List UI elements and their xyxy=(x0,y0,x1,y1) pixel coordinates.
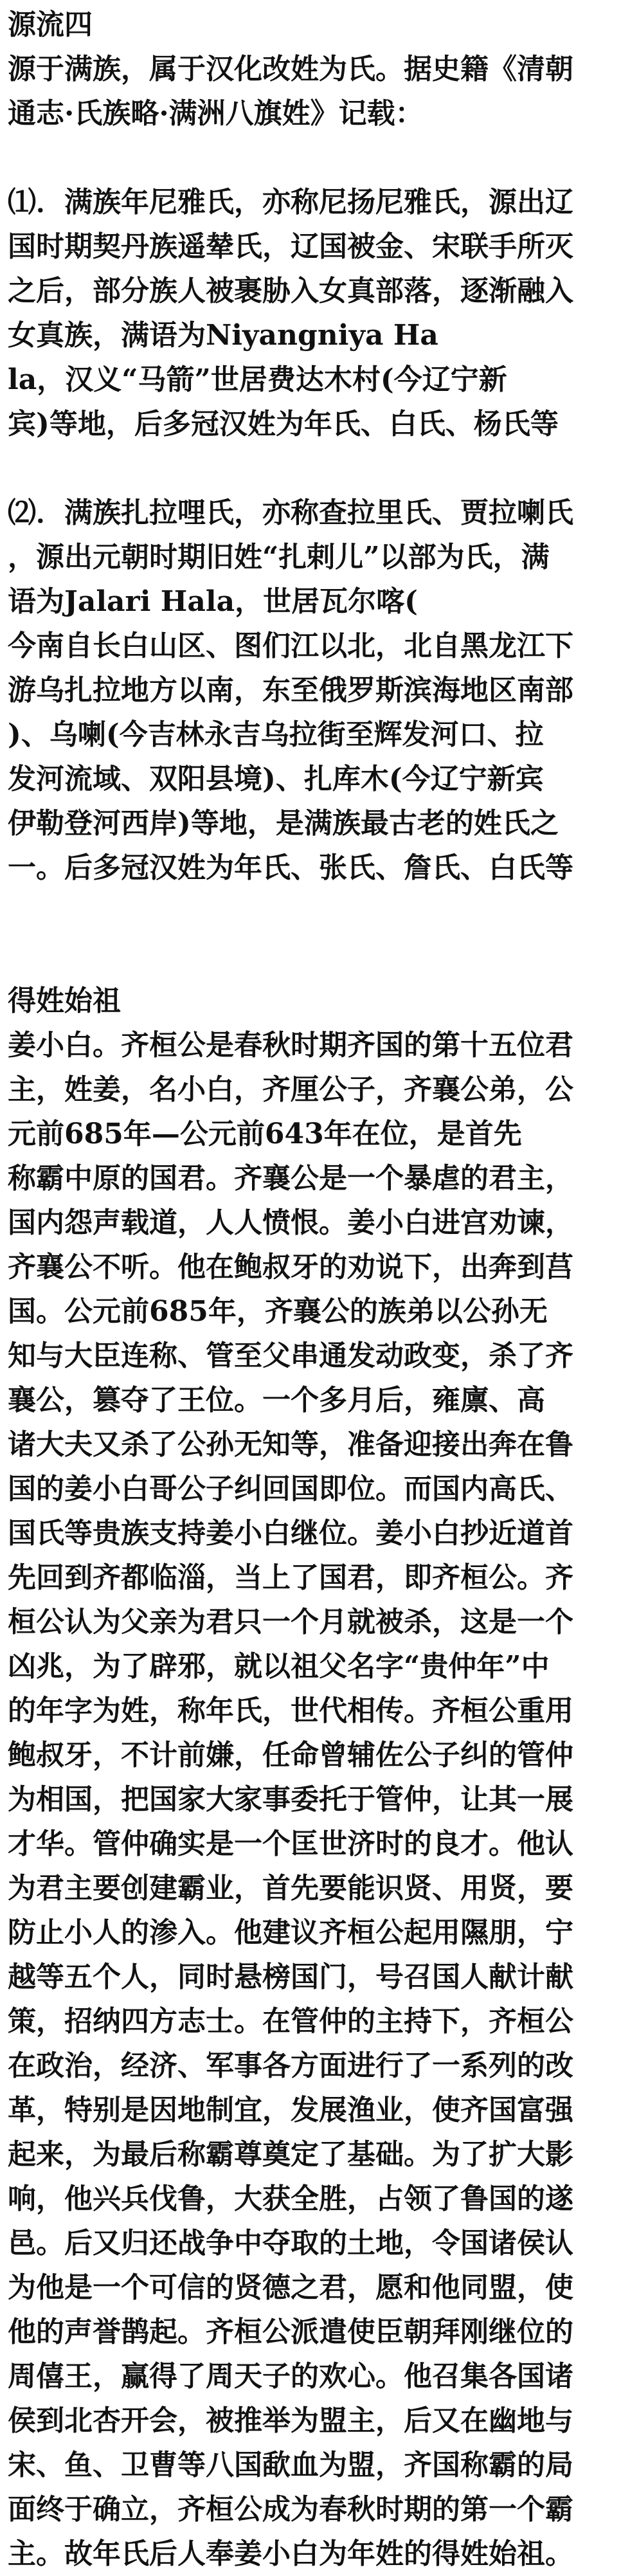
paragraph1-line: la，汉义“马箭”世居费达木村(今辽宁新 xyxy=(8,363,507,396)
ancestor-line: 主。故年氏后人奉姜小白为年姓的得姓始祖。 xyxy=(8,2537,573,2570)
section-title-origin: 源流四 xyxy=(8,8,93,41)
paragraph1-line: ⑴．满族年尼雅氏，亦称尼扬尼雅氏，源出辽 xyxy=(8,186,573,219)
paragraph2-line: 游乌扎拉地方以南，东至俄罗斯滨海地区南部 xyxy=(8,674,573,707)
ancestor-line: 邑。后又归还战争中夺取的土地，令国诸侯认 xyxy=(8,2227,573,2260)
paragraph2-line: 发河流域、双阳县境)、扎库木(今辽宁新宾 xyxy=(8,763,544,795)
paragraph1-line: 女真族，满语为Niyangniya Ha xyxy=(8,319,438,352)
paragraph2-line: )、乌喇(今吉林永吉乌拉街至辉发河口、拉 xyxy=(8,718,544,751)
ancestor-line: 在政治，经济、军事各方面进行了一系列的改 xyxy=(8,2049,573,2082)
ancestor-line: 国。公元前685年，齐襄公的族弟以公孙无 xyxy=(8,1295,548,1328)
ancestor-line: 主，姓姜，名小白，齐厘公子，齐襄公弟，公 xyxy=(8,1073,573,1106)
ancestor-line: 的年字为姓，称年氏，世代相传。齐桓公重用 xyxy=(8,1694,573,1727)
ancestor-line: 国内怨声载道，人人愤恨。姜小白进宫劝谏， xyxy=(8,1206,573,1239)
paragraph-gap xyxy=(8,136,621,180)
ancestor-line: 知与大臣连称、管至父串通发动政变，杀了齐 xyxy=(8,1339,573,1372)
ancestor-line: 诸大夫又杀了公孙无知等，准备迎接出奔在鲁 xyxy=(8,1428,573,1461)
paragraph-gap xyxy=(8,934,621,979)
ancestor-line: 宋、鱼、卫曹等八国歃血为盟，齐国称霸的局 xyxy=(8,2449,573,2481)
ancestor-line: 侯到北杏开会，被推举为盟主，后又在幽地与 xyxy=(8,2404,573,2437)
section-title-ancestor: 得姓始祖 xyxy=(8,984,121,1017)
ancestor-line: 齐襄公不听。他在鲍叔牙的劝说下，出奔到莒 xyxy=(8,1251,573,1283)
ancestor-line: 国氏等贵族支持姜小白继位。姜小白抄近道首 xyxy=(8,1517,573,1550)
ancestor-line: 响，他兴兵伐鲁，大获全胜，占领了鲁国的遂 xyxy=(8,2182,573,2215)
ancestor-line: 为他是一个可信的贤德之君，愿和他同盟，使 xyxy=(8,2271,573,2304)
ancestor-line: 国的姜小白哥公子纠回国即位。而国内高氏、 xyxy=(8,1473,573,1505)
paragraph1-line: 之后，部分族人被裹胁入女真部落，逐渐融入 xyxy=(8,275,573,307)
ancestor-line: 面终于确立，齐桓公成为春秋时期的第一个霸 xyxy=(8,2493,573,2526)
ancestor-line: 鲍叔牙，不计前嫌，任命曾辅佐公子纠的管仲 xyxy=(8,1739,573,1772)
ancestor-line: 桓公认为父亲为君只一个月就被杀，这是一个 xyxy=(8,1606,573,1638)
paragraph2-line: 一。后多冠汉姓为年氏、张氏、詹氏、白氏等 xyxy=(8,851,573,884)
ancestor-line: 元前685年—公元前643年在位，是首先 xyxy=(8,1118,522,1150)
ancestor-line: 为君主要创建霸业，首先要能识贤、用贤，要 xyxy=(8,1872,573,1905)
ancestor-line: 防止小人的渗入。他建议齐桓公起用隰朋，宁 xyxy=(8,1916,573,1949)
paragraph-gap xyxy=(8,446,621,491)
ancestor-line: 他的声誉鹊起。齐桓公派遣使臣朝拜刚继位的 xyxy=(8,2316,573,2348)
paragraph2-line: ，源出元朝时期旧姓“扎剌儿”以部为氏，满 xyxy=(8,541,550,574)
ancestor-line: 凶兆，为了辟邪，就以祖父名字“贵仲年”中 xyxy=(8,1650,550,1683)
paragraph2-line: ⑵．满族扎拉哩氏，亦称查拉里氏、贾拉喇氏 xyxy=(8,496,573,529)
ancestor-line: 越等五个人，同时悬榜国门，号召国人献计献 xyxy=(8,1961,573,1993)
intro-line: 源于满族，属于汉化改姓为氏。据史籍《清朝 xyxy=(8,53,573,86)
ancestor-line: 才华。管仲确实是一个匡世济时的良才。他认 xyxy=(8,1828,573,1860)
paragraph2-line: 伊勒登河西岸)等地，是满族最古老的姓氏之 xyxy=(8,807,559,840)
ancestor-line: 革，特别是因地制宜，发展渔业，使齐国富强 xyxy=(8,2094,573,2127)
paragraph2-line: 语为Jalari Hala，世居瓦尔喀( xyxy=(8,585,418,618)
paragraph-gap xyxy=(8,890,621,934)
ancestor-line: 为相国，把国家大家事委托于管仲，让其一展 xyxy=(8,1783,573,1816)
ancestor-line: 先回到齐都临淄，当上了国君，即齐桓公。齐 xyxy=(8,1561,573,1594)
ancestor-line: 策，招纳四方志士。在管仲的主持下，齐桓公 xyxy=(8,2005,573,2038)
ancestor-line: 称霸中原的国君。齐襄公是一个暴虐的君主， xyxy=(8,1162,573,1195)
paragraph1-line: 国时期契丹族遥辇氏，辽国被金、宋联手所灭 xyxy=(8,230,573,263)
paragraph1-line: 宾)等地，后多冠汉姓为年氏、白氏、杨氏等 xyxy=(8,408,559,440)
ancestor-line: 周僖王，赢得了周天子的欢心。他召集各国诸 xyxy=(8,2360,573,2393)
ancestor-line: 姜小白。齐桓公是春秋时期齐国的第十五位君 xyxy=(8,1029,573,1062)
ancestor-line: 起来，为最后称霸尊奠定了基础。为了扩大影 xyxy=(8,2138,573,2171)
intro-line: 通志·氏族略·满洲八旗姓》记载： xyxy=(8,97,424,130)
ancestor-line: 襄公，篡夺了王位。一个多月后，雍廪、高 xyxy=(8,1384,545,1417)
paragraph2-line: 今南自长白山区、图们江以北，北自黑龙江下 xyxy=(8,630,573,662)
